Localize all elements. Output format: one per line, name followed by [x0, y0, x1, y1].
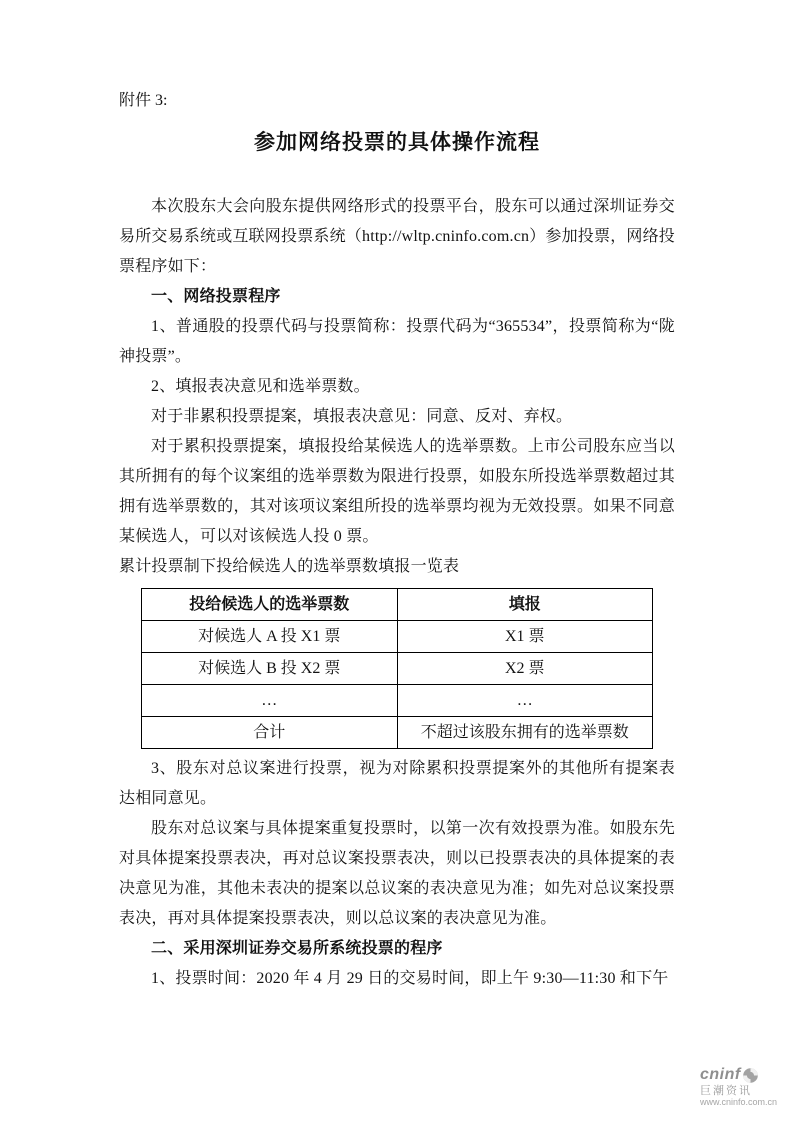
paragraph-intro: 本次股东大会向股东提供网络形式的投票平台，股东可以通过深圳证券交易所交易系统或互联网投票系统（http://wltp.cninfo.com.cn）参加投票，网络投票程序如下： [119, 198, 675, 275]
table-cell: X2 票 [397, 653, 653, 685]
table-cell: 对候选人 A 投 X1 票 [142, 621, 398, 653]
table-row [142, 717, 653, 749]
cninfo-swirl-icon [742, 1067, 759, 1084]
cninfo-chinese-name: 巨潮资讯 [699, 1085, 752, 1098]
page-title: 参加网络投票的具体操作流程 [254, 131, 540, 154]
heading-section-1: 一、网络投票程序 [151, 288, 281, 305]
paragraph-voting-time: 1、投票时间：2020 年 4 月 29 日的交易时间，即上午 9:30—11:30 和下午 [151, 970, 669, 987]
table-cell: 对候选人 B 投 X2 票 [142, 653, 398, 685]
table-cell: … [142, 685, 398, 717]
cninfo-brand-row [700, 1066, 759, 1084]
table-cell: 合计 [142, 717, 398, 749]
attachment-label: 附件 3: [119, 92, 168, 109]
document-content [119, 86, 675, 994]
table-cell: … [397, 685, 653, 717]
table-row [142, 621, 653, 653]
paragraph-non-cumulative: 对于非累积投票提案，填报表决意见：同意、反对、弃权。 [151, 408, 573, 425]
table-cell: X1 票 [397, 621, 653, 653]
table-header-row [142, 589, 653, 621]
paragraph-vote-code: 1、普通股的投票代码与投票简称：投票代码为“365534”，投票简称为“陇神投票”。 [119, 318, 675, 365]
table-cell: 不超过该股东拥有的选举票数 [397, 717, 653, 749]
paragraph-general-proposal: 3、股东对总议案进行投票，视为对除累积投票提案外的其他所有提案表达相同意见。 [119, 760, 675, 807]
cninfo-url: www.cninfo.com.cn [699, 1097, 777, 1108]
table-caption: 累计投票制下投给候选人的选举票数填报一览表 [119, 558, 460, 575]
paragraph-cumulative: 对于累积投票提案，填报投给某候选人的选举票数。上市公司股东应当以其所拥有的每个议案组的选举票数为限进行投票，如股东所投选举票数超过其拥有选举票数的，其对该项议案组所投的选举票均视为无效投票。如果不同意某候选人，可以对该候选人投 0 票。 [119, 438, 675, 545]
paragraph-fill-opinion: 2、填报表决意见和选举票数。 [151, 378, 370, 395]
table-header-votes: 投给候选人的选举票数 [142, 589, 398, 621]
cninfo-brand-text: cninf [699, 1066, 741, 1084]
table-head [142, 589, 653, 621]
paragraph-repeat-voting: 股东对总议案与具体提案重复投票时，以第一次有效投票为准。如股东先对具体提案投票表决，再对总议案投票表决，则以已投票表决的具体提案的表决意见为准，其他未表决的提案以总议案的表决意见为准；如先对总议案投票表决，再对具体提案投票表决，则以总议案的表决意见为准。 [119, 820, 675, 927]
table-row [142, 685, 653, 717]
table-body [142, 621, 653, 749]
table-row [142, 653, 653, 685]
cninfo-logo [700, 1066, 777, 1108]
heading-section-2: 二、采用深圳证券交易所系统投票的程序 [151, 940, 443, 957]
cumulative-voting-table [141, 588, 653, 749]
table-header-fill: 填报 [397, 589, 653, 621]
